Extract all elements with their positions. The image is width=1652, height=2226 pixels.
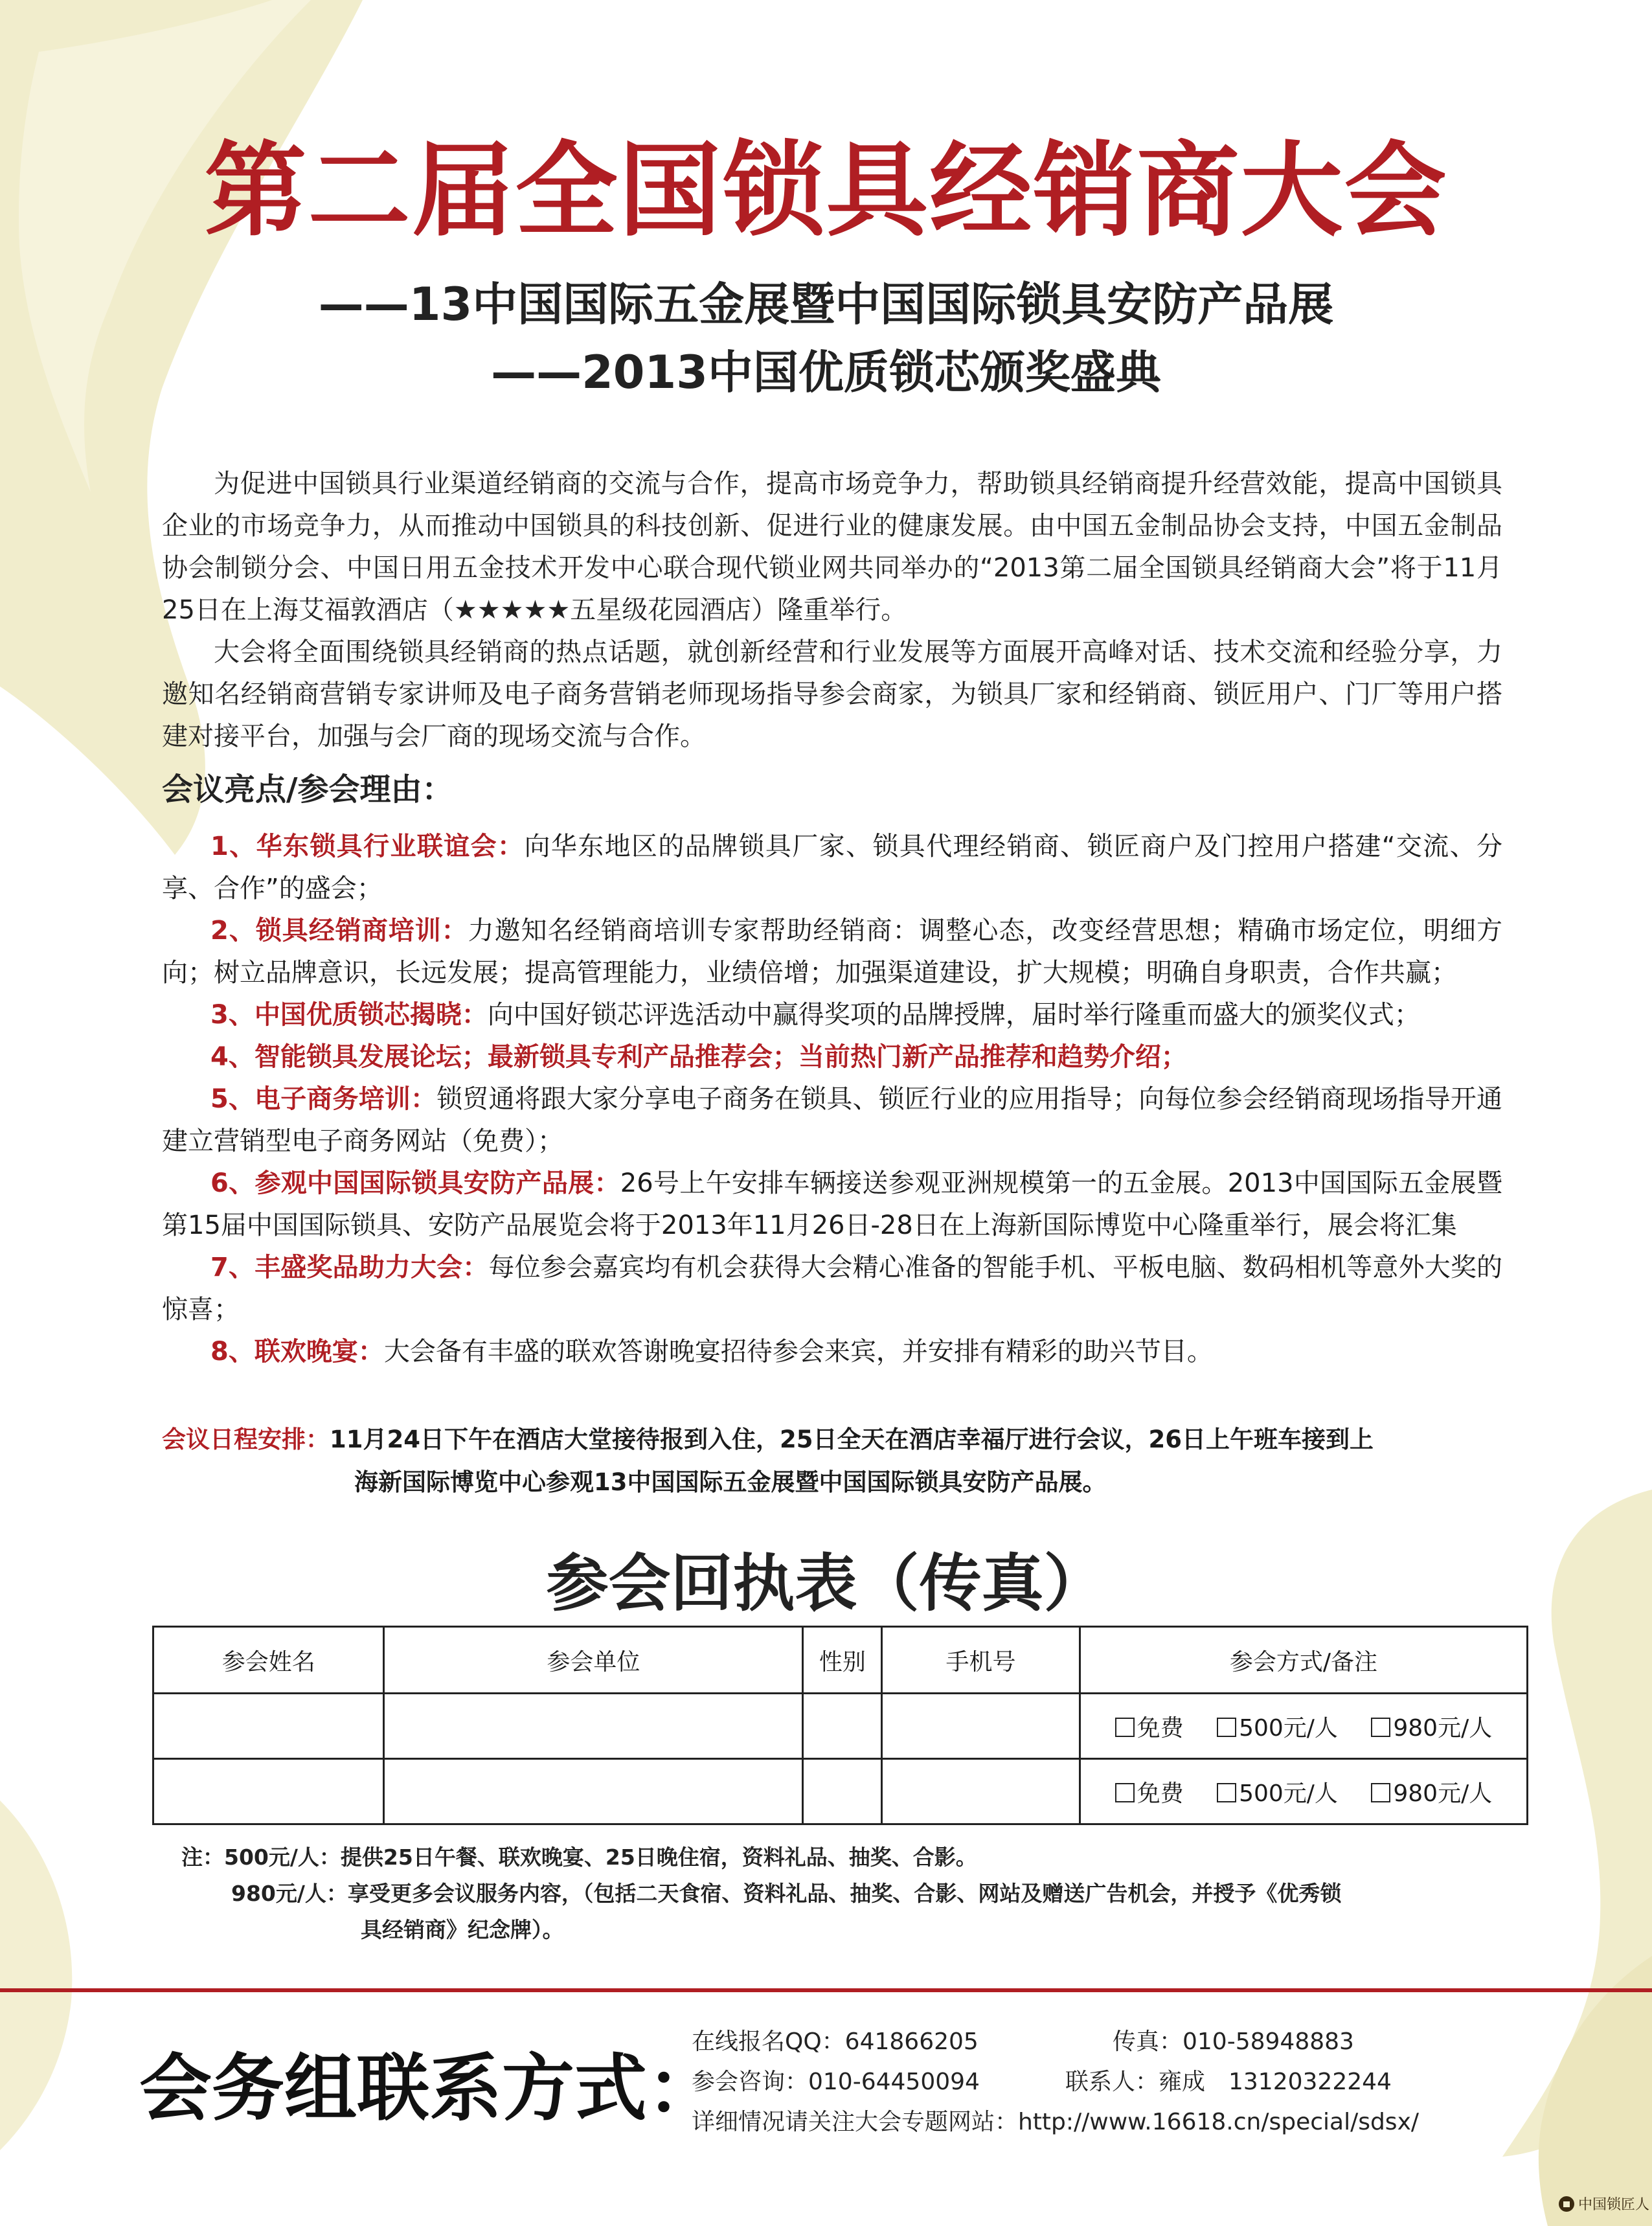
phone-cell[interactable] bbox=[882, 1694, 1080, 1759]
gender-cell[interactable] bbox=[803, 1759, 882, 1824]
table-row bbox=[153, 1694, 1528, 1759]
option-free[interactable] bbox=[1115, 1780, 1184, 1807]
schedule-line-1 bbox=[162, 1418, 1502, 1461]
highlight-label: 8、联欢晚宴： bbox=[210, 1337, 384, 1367]
note-980: 980元/人：享受更多会议服务内容，（包括二天食宿、资料礼品、抽奖、合影、网站及赠送广告机会，并授予《优秀锁 bbox=[231, 1881, 1342, 1906]
schedule-block bbox=[162, 1418, 1502, 1504]
highlight-label: 5、电子商务培训： bbox=[210, 1084, 437, 1114]
header-gender: 性别 bbox=[803, 1627, 882, 1694]
company-cell[interactable] bbox=[384, 1694, 803, 1759]
event-subtitle-expo: ——13中国国际五金展暨中国国际锁具安防产品展 bbox=[318, 278, 1334, 331]
divider-line bbox=[0, 1988, 1652, 1992]
header-attendance: 参会方式/备注 bbox=[1080, 1627, 1527, 1694]
name-cell[interactable] bbox=[153, 1694, 384, 1759]
header-company: 参会单位 bbox=[384, 1627, 803, 1694]
highlight-item bbox=[162, 1036, 1502, 1078]
header-phone: 手机号 bbox=[882, 1627, 1080, 1694]
highlight-item bbox=[162, 1078, 1502, 1163]
fee-notes bbox=[181, 1839, 1509, 1948]
highlight-label: 2、锁具经销商培训： bbox=[210, 916, 468, 946]
option-500[interactable] bbox=[1217, 1715, 1338, 1742]
contact-consult: 参会咨询：010-64450094 bbox=[692, 2069, 980, 2095]
highlight-item bbox=[162, 994, 1502, 1036]
highlight-item bbox=[162, 826, 1502, 910]
checkbox-icon[interactable] bbox=[1371, 1718, 1390, 1737]
gender-cell[interactable] bbox=[803, 1694, 882, 1759]
registration-form-title: 参会回执表（传真） bbox=[546, 1547, 1106, 1620]
highlight-item bbox=[162, 1247, 1502, 1331]
intro-paragraph-1: 为促进中国锁具行业渠道经销商的交流与合作，提高市场竞争力，帮助锁具经销商提升经营效能，提高中国锁具企业的市场竞争力，从而推动中国锁具的科技创新、促进行业的健康发展。由中国五金制品协会支持，中国五金制品协会制锁分会、中国日用五金技术开发中心联合现代锁业网共同举办的“2013第二届全国锁具经销商大会”将于11月25日在上海艾福敦酒店（★★★★★五星级花园酒店）隆重举行。 bbox=[162, 469, 1502, 625]
event-subtitle-award: ——2013中国优质锁芯颁奖盛典 bbox=[491, 346, 1161, 399]
registration-form-table bbox=[152, 1626, 1528, 1825]
company-cell[interactable] bbox=[384, 1759, 803, 1824]
highlight-text: 向华东地区的品牌锁具厂家、锁具代理经销商、锁匠商户及门控用户搭建“交流、分享、合作”的盛会； bbox=[162, 832, 1502, 903]
checkbox-icon[interactable] bbox=[1115, 1783, 1135, 1802]
contact-website[interactable]: 详细情况请关注大会专题网站：http://www.16618.cn/special/sdsx/ bbox=[692, 2109, 1419, 2135]
attendance-options bbox=[1080, 1694, 1527, 1759]
option-free[interactable] bbox=[1115, 1715, 1184, 1742]
option-label: 免费 bbox=[1137, 1780, 1184, 1807]
note-line-1 bbox=[181, 1839, 1509, 1876]
option-980[interactable] bbox=[1371, 1715, 1492, 1742]
checkbox-icon[interactable] bbox=[1115, 1718, 1135, 1737]
highlight-text: 大会备有丰盛的联欢答谢晚宴招待参会来宾，并安排有精彩的助兴节目。 bbox=[383, 1337, 1213, 1367]
highlight-label: 7、丰盛奖品助力大会： bbox=[210, 1253, 489, 1282]
highlight-text: 锁贸通将跟大家分享电子商务在锁具、锁匠行业的应用指导；向每位参会经销商现场指导开通建立营销型电子商务网站（免费）； bbox=[162, 1084, 1502, 1156]
table-header-row bbox=[153, 1627, 1528, 1694]
highlight-text: 向中国好锁芯评选活动中赢得奖项的品牌授牌，届时举行隆重而盛大的颁奖仪式； bbox=[487, 1000, 1420, 1030]
intro-paragraph-2: 大会将全面围绕锁具经销商的热点话题，就创新经营和行业发展等方面展开高峰对话、技术交流和经验分享，力邀知名经销商营销专家讲师及电子商务营销老师现场指导参会商家，为锁具厂家和经销商、锁匠用户、门厂等用户搭建对接平台，加强与会厂商的现场交流与合作。 bbox=[162, 637, 1502, 751]
contact-qq: 在线报名QQ：641866205 bbox=[692, 2028, 979, 2055]
highlights-list bbox=[162, 826, 1502, 1373]
highlight-text: 力邀知名经销商培训专家帮助经销商：调整心态，改变经营思想；精确市场定位，明细方向；树立品牌意识，长远发展；提高管理能力，业绩倍增；加强渠道建设，扩大规模；明确自身职责，合作共赢； bbox=[162, 916, 1502, 988]
option-label: 500元/人 bbox=[1239, 1714, 1338, 1742]
option-label: 980元/人 bbox=[1393, 1714, 1493, 1742]
checkbox-icon[interactable] bbox=[1217, 1718, 1236, 1737]
highlight-text: 26号上午安排车辆接送参观亚洲规模第一的五金展。2013中国国际五金展暨第15届中国国际锁具、安防产品展览会将于2013年11月26日-28日在上海新国际博览中心隆重举行，展会将汇集 bbox=[162, 1168, 1502, 1240]
note-prefix: 注： bbox=[181, 1845, 224, 1870]
option-500[interactable] bbox=[1217, 1780, 1338, 1807]
highlight-item bbox=[162, 910, 1502, 994]
name-cell[interactable] bbox=[153, 1759, 384, 1824]
highlights-heading: 会议亮点/参会理由： bbox=[162, 771, 453, 808]
checkbox-icon[interactable] bbox=[1371, 1783, 1390, 1802]
header-name: 参会姓名 bbox=[153, 1627, 384, 1694]
option-980[interactable] bbox=[1371, 1780, 1492, 1807]
watermark-logo bbox=[1557, 2192, 1650, 2216]
schedule-text-2: 海新国际博览中心参观13中国国际五金展暨中国国际锁具安防产品展。 bbox=[354, 1468, 1107, 1496]
option-label: 免费 bbox=[1137, 1714, 1184, 1742]
event-title: 第二届全国锁具经销商大会 bbox=[204, 131, 1448, 251]
contact-fax: 传真：010-58948883 bbox=[1113, 2028, 1354, 2055]
table-row bbox=[153, 1759, 1528, 1824]
highlight-label: 4、智能锁具发展论坛；最新锁具专利产品推荐会；当前热门新产品推荐和趋势介绍； bbox=[210, 1042, 1187, 1072]
contact-person: 联系人：雍成 13120322244 bbox=[1065, 2069, 1392, 2095]
highlight-label: 3、中国优质锁芯揭晓： bbox=[210, 1000, 488, 1030]
checkbox-icon[interactable] bbox=[1217, 1783, 1236, 1802]
logo-text: 中国锁匠人 bbox=[1578, 2197, 1650, 2213]
phone-cell[interactable] bbox=[882, 1759, 1080, 1824]
highlight-text: 每位参会嘉宾均有机会获得大会精心准备的智能手机、平板电脑、数码相机等意外大奖的惊喜； bbox=[162, 1253, 1503, 1324]
highlight-item bbox=[162, 1331, 1502, 1373]
option-label: 500元/人 bbox=[1239, 1780, 1338, 1807]
highlight-label: 1、华东锁具行业联谊会： bbox=[210, 832, 525, 861]
schedule-label: 会议日程安排： bbox=[162, 1425, 330, 1453]
option-label: 980元/人 bbox=[1393, 1780, 1493, 1807]
highlight-item bbox=[162, 1163, 1502, 1247]
attendance-options bbox=[1080, 1759, 1527, 1824]
contact-heading: 会务组联系方式： bbox=[139, 2047, 719, 2131]
note-980-cont: 具经销商》纪念牌）。 bbox=[361, 1917, 564, 1942]
note-500: 500元/人：提供25日午餐、联欢晚宴、25日晚住宿，资料礼品、抽奖、合影。 bbox=[224, 1845, 977, 1870]
lock-logo-icon bbox=[1557, 2192, 1650, 2216]
highlight-label: 6、参观中国国际锁具安防产品展： bbox=[210, 1168, 620, 1198]
intro-text bbox=[162, 463, 1502, 758]
schedule-text-1: 11月24日下午在酒店大堂接待报到入住，25日全天在酒店幸福厅进行会议，26日上午班车接到上 bbox=[330, 1425, 1374, 1453]
